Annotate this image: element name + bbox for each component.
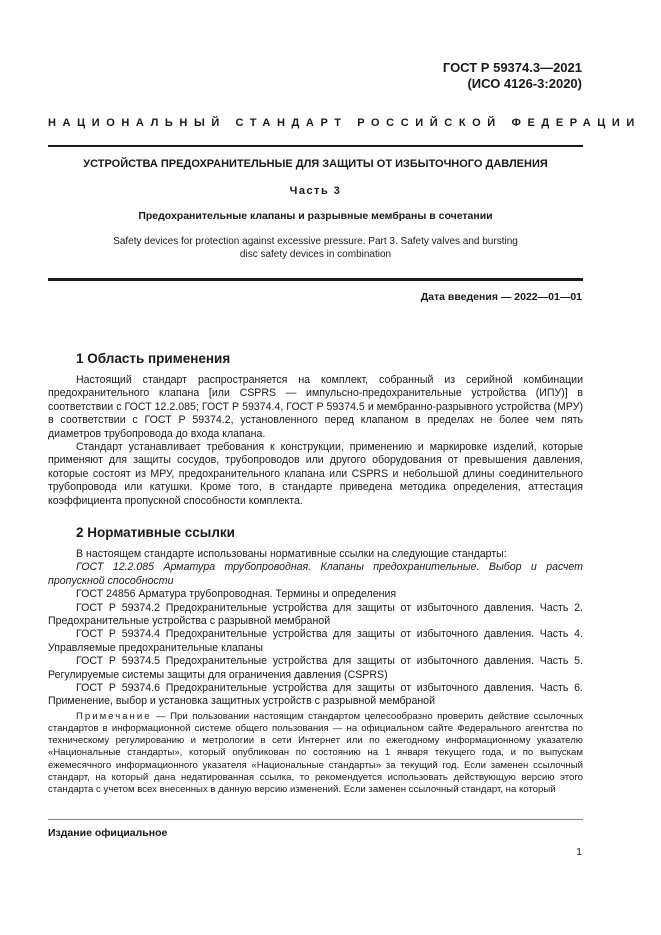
reference-item: ГОСТ Р 59374.5 Предохранительные устройства для защиты от избыточного давления. Часть 5. Регулируемые системы защиты для ограничения давления (CSPRS) [48, 655, 583, 681]
official-edition: Издание официальное [48, 827, 168, 839]
national-standard-line: НАЦИОНАЛЬНЫЙ СТАНДАРТ РОССИЙСКОЙ ФЕДЕРАЦИИ [48, 117, 641, 129]
note-label: Примечание [76, 710, 152, 722]
introduction-date: Дата введения — 2022—01—01 [420, 291, 582, 303]
section-normative-references [48, 525, 583, 796]
reference-item: ГОСТ Р 59374.4 Предохранительные устройства для защиты от избыточного давления. Часть 4. Управляемые предохранительные клапаны [48, 628, 583, 654]
reference-item: ГОСТ Р 59374.6 Предохранительные устройства для защиты от избыточного давления. Часть 6. Применение, выбор и установка защитных устройств с разрывной мембраной [48, 682, 583, 708]
paragraph: Стандарт устанавливает требования к конструкции, применению и маркировке изделий, которые применяют для защиты сосудов, трубопроводов или другого оборудования от превышения давления, которые состоят из МРУ, предохранительного клапана или CSPRS и небольшой длины соединительного трубопровода или катушки. Кроме того, в стандарте приведена методика определения, аттестация коэффициента пропускной способности комплекта. [48, 441, 583, 507]
english-title: Safety devices for protection against excessive pressure. Part 3. Safety valves and bursting disc safety devices in combination [113, 236, 518, 260]
section-heading: 2 Нормативные ссылки [76, 525, 235, 540]
reference-item: ГОСТ 24856 Арматура трубопроводная. Термины и определения [76, 588, 397, 601]
section-heading: 1 Область применения [76, 351, 231, 366]
bottom-rule [48, 278, 583, 281]
footer-rule [48, 819, 583, 820]
paragraph: Настоящий стандарт распространяется на комплект, собранный из серийной комбинации предохранительного клапана [или CSPRS — импульсно-предохранительные устройства (ИПУ)] в соответствии с ГОСТ 12.2.085; ГОСТ Р 59374.4, ГОСТ Р 59374.5 и мембранно-разрывного устройства (МРУ) в соответствии с ГОСТ Р 59374.2, установленного перед клапаном в пределах не более чем пять диаметров трубопровода до входа клапана. [48, 374, 583, 440]
note [48, 711, 583, 796]
iso-code: (ИСО 4126-3:2020) [467, 76, 582, 91]
reference-item: ГОСТ 12.2.085 Арматура трубопроводная. Клапаны предохранительные. Выбор и расчет пропускной способности [48, 561, 583, 587]
page-number: 1 [576, 846, 582, 858]
document-title: УСТРОЙСТВА ПРЕДОХРАНИТЕЛЬНЫЕ ДЛЯ ЗАЩИТЫ ОТ ИЗБЫТОЧНОГО ДАВЛЕНИЯ [83, 158, 548, 170]
note-text: — При пользовании настоящим стандартом целесообразно проверить действие ссылочных стандартов в информационной системе общего пользования — на официальном сайте Федерального агентства по техническому регулированию и метрологии в сети Интернет или по ежегодному информационному указателю «Национальные стандарты», который опубликован по состоянию на 1 января текущего года, и по выпускам ежемесячного информационного указателя «Национальные стандарты» за текущий год. Если заменен ссылочный стандарт, на который дана недатированная ссылка, то рекомендуется использовать действующую версию этого стандарта с учетом всех внесенных в данную версию изменений. Если заменен ссылочный стандарт, на который [48, 710, 583, 796]
reference-item: ГОСТ Р 59374.2 Предохранительные устройства для защиты от избыточного давления. Часть 2. Предохранительные устройства с разрывной мембраной [48, 601, 583, 628]
part-label: Часть 3 [289, 185, 342, 197]
standard-code: ГОСТ Р 59374.3—2021 [442, 60, 582, 75]
references-intro: В настоящем стандарте использованы нормативные ссылки на следующие стандарты: [76, 548, 507, 560]
document-subtitle: Предохранительные клапаны и разрывные мембраны в сочетании [138, 210, 493, 222]
top-rule [48, 145, 583, 147]
section-scope [48, 351, 583, 508]
